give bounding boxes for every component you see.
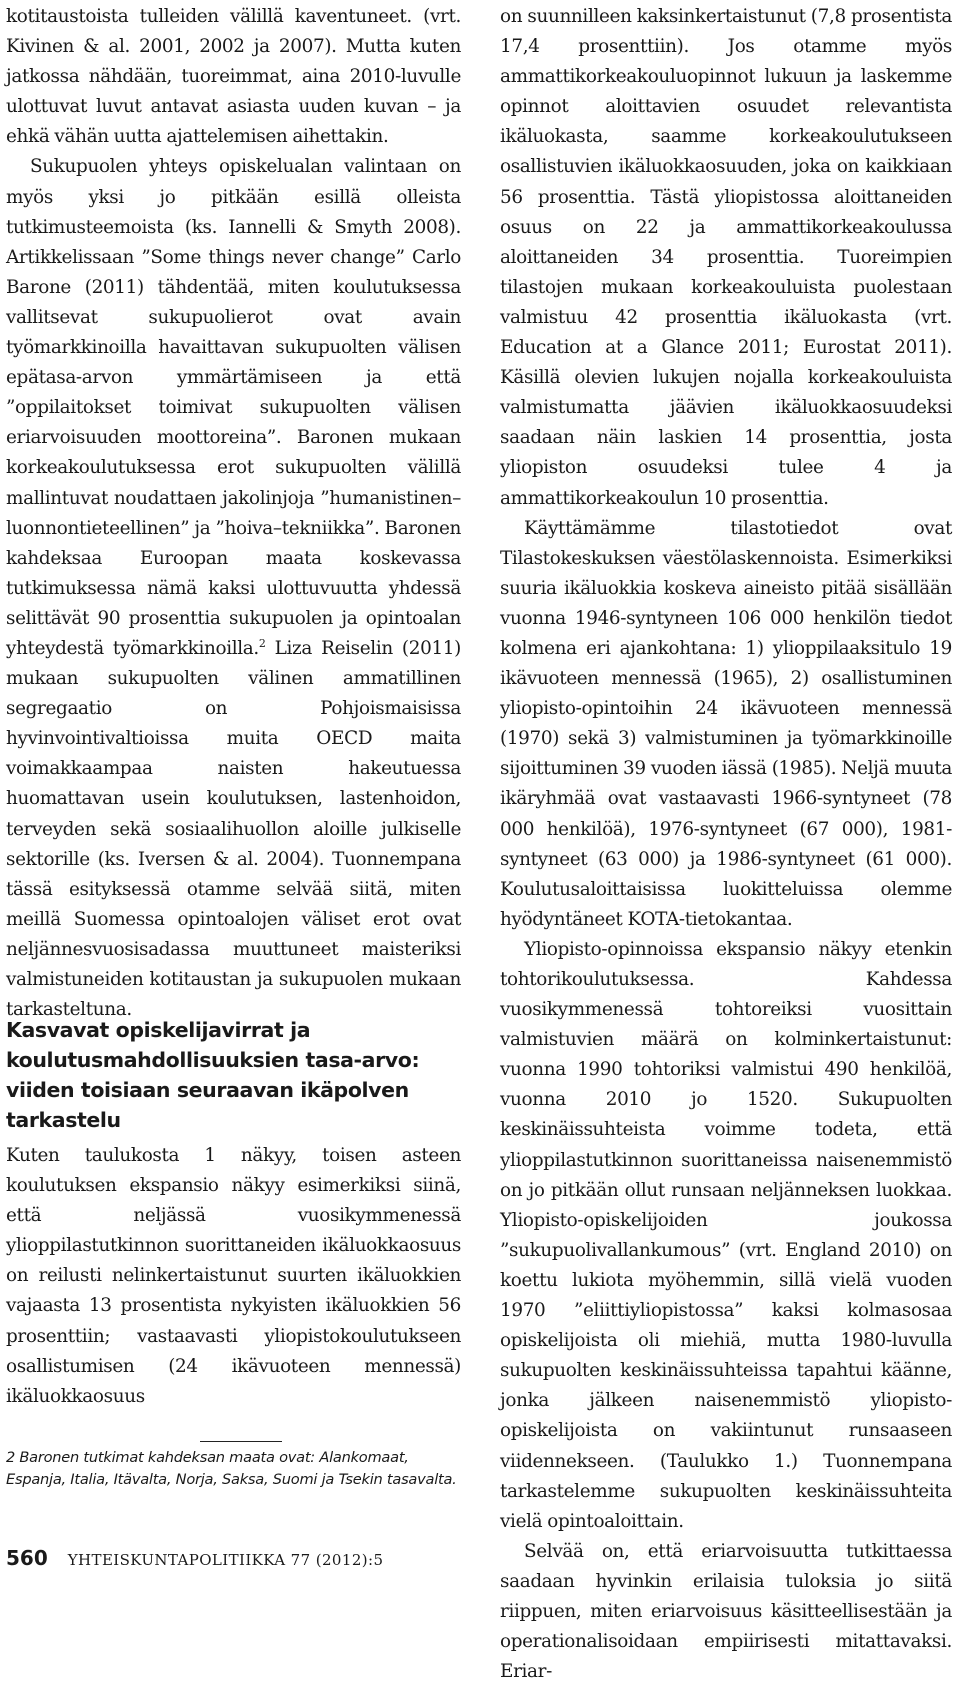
paragraph-intro-continuation: kotitaustoista tulleiden välillä kaventuneet. (vrt. Kivinen & al. 2001, 2002 ja 2007). Mutta kuten jatkossa nähdään, tuoreimmat, aina 2010-luvulle ulottuvat luvut antavat asiasta uuden kuvan – ja ehkä vähän uutta ajattelemisen aihettakin. [6,6,461,148]
paragraph-participation-rates: on suunnilleen kaksinkertaistunut (7,8 prosentista 17,4 prosenttiin). Jos otamme myös ammattikorkeakouluopinnot lukuun ja laskemme opinnot aloittavien osuudet relevantista ikäluokasta, saamme korkeakoulutukseen osallistuvien ikäluokkaosuuden, joka on kaikkiaan 56 prosenttia. Tästä yliopistossa aloittaneiden osuus on 22 ja ammattikorkeakoulussa aloittaneiden 34 prosenttia. Tuoreimpien tilastojen mukaan korkeakouluista puolestaan valmistuu 42 prosenttia ikäluokasta (vrt. Education at a Glance 2011; Eurostat 2011). Käsillä olevien lukujen nojalla korkeakouluista valmistumatta jäävien ikäluokkaosuudeksi saadaan näin laskien 14 prosenttia, josta yliopiston osuudeksi tulee 4 ja ammattikorkeakoulun 10 prosenttia. [500,6,952,509]
footnote-marker[interactable]: 2 [258,636,266,650]
paragraph-gender-part-1: Sukupuolen yhteys opiskelualan valintaan on myös yksi jo pitkään esillä olleista tutkimusteemoista (ks. Iannelli & Smyth 2008). Artikkelissaan ”Some things never change” Carlo Barone (2011) tähdentää, miten koulutuksessa vallitsevat sukupuolierot ovat avain työmarkkinoilla havaittavan sukupuolten välisen epätasa-arvon ymmärtämiseen ja että ”oppilaitokset toimivat sukupuolten välisen eriarvoisuuden moottoreina”. Baronen mukaan korkeakoulutuksessa erot sukupuolten välillä mallintuvat noudattaen jakolinjoja ”humanistinen–luonnontieteellinen” ja ”hoiva–tekniikka”. Baronen kahdeksaa Euroopan maata koskevassa tutkimuksessa nämä kaksi ulottuvuutta yhdessä selittävät 90 prosenttia sukupuolen ja opintoalan yhteydestä työmarkkinoilla. [6,156,461,659]
paragraph-section-opening: Kuten taulukosta 1 näkyy, toisen asteen koulutuksen ekspansio näkyy esimerkiksi siinä, että neljässä vuosikymmenessä ylioppilastutkinnon suorittaneiden ikäluokkaosuus on reilusti nelinkertaistunut suurten ikäluokkien vajaasta 13 prosentista nykyisten ikäluokkien 56 prosenttiin; vastaavasti yliopistokoulutukseen osallistumisen (24 ikävuoteen mennessä) ikäluokkaosuus [6,1145,461,1407]
paragraph-statistics-sources: Käyttämämme tilastotiedot ovat Tilastokeskuksen väestölaskennoista. Esimerkiksi suuria ikäluokkia koskeva aineisto pitää sisällään vuonna 1946-syntyneen 106 000 henkilön tiedot kolmena eri ajankohtana: 1) ylioppilaaksitulo 19 ikävuoteen mennessä (1965), 2) osallistuminen yliopisto-opintoihin 24 ikävuoteen mennessä (1970) sekä 3) valmistuminen ja työmarkkinoille sijoittuminen 39 vuoden iässä (1985). Neljä muuta ikäryhmää ovat vastaavasti 1966-syntyneet (78 000 henkilöä), 1976-syntyneet (67 000), 1981-syntyneet (63 000) ja 1986-syntyneet (61 000). Koulutusaloittaisissa luokitteluissa olemme hyödyntäneet KOTA-tietokantaa. [500,517,952,930]
page-footer [6,1546,383,1576]
section-heading: Kasvavat opiskelijavirrat ja koulutusmahdollisuuksien tasa-arvo: viiden toisiaan seuraavan ikäpolven tarkastelu [6,1018,420,1132]
paragraph-gender-field-choice [6,152,461,1025]
footnote-text: 2 Baronen tutkimat kahdeksan maata ovat: Alankomaat, Espanja, Italia, Itävalta, Norja, Saksa, Suomi ja Tsekin tasavalta. [6,1449,457,1488]
left-column [6,2,461,1025]
paragraph-inequality-measurement: Selvää on, että eriarvoisuutta tutkittaessa saadaan hyvinkin erilaisia tuloksia jo siitä riippuen, miten eriarvoisuus käsitteellisestään ja operationalisoidaan empiirisesti mitattavaksi. Eriar- [500,1540,952,1683]
paragraph-doctoral-expansion: Yliopisto-opinnoissa ekspansio näkyy etenkin tohtorikoulutuksessa. Kahdessa vuosikymmenessä tohtoreiksi vuosittain valmistuvien määrä on kolminkertaistunut: vuonna 1990 tohtoriksi valmistui 490 henkilöä, vuonna 2010 jo 1520. Sukupuolten keskinäissuhteista voimme todeta, että ylioppilastutkinnon suorittaneissa naisenemmistö on jo pitkään ollut runsaan neljänneksen luokkaa. Yliopisto-opiskelijoiden joukossa ”sukupuolivallankumous” (vrt. England 2010) on koettu lukiota myöhemmin, sillä vielä vuoden 1970 ”eliittiyliopistossa” kaksi kolmasosaa opiskelijoista oli miehiä, mutta 1980-luvulla sukupuolten keskinäissuhteissa tapahtui käänne, jonka jälkeen naisenemmistö yliopisto-opiskelijoista on vakiintunut runsaaseen viidennekseen. (Taulukko 1.) Tuonnempana tarkastelemme sukupuolten keskinäissuhteita vielä opintoaloittain. [500,938,952,1532]
paragraph-gender-part-2: Liza Reiselin (2011) mukaan sukupuolten välinen ammatillinen segregaatio on Pohjoismaisissa hyvinvointivaltioissa muita OECD maita voimakkaampaa naisten hakeutuessa huomattavan usein koulutuksen, lastenhoidon, terveyden sekä sosiaalihuollon aloille julkiselle sektorille (ks. Iversen & al. 2004). Tuonnempana tässä esityksessä otamme selvää siitä, miten meillä Suomessa opintoalojen väliset erot ovat neljännesvuosisadassa muuttuneet maisteriksi valmistuneiden kotitaustan ja sukupuolen mukaan tarkasteltuna. [6,637,461,1021]
page-number: 560 [6,1546,48,1570]
right-column [500,2,952,1687]
footnote-divider [200,1441,282,1442]
journal-name: YHTEISKUNTAPOLITIIKKA 77 (2012):5 [67,1551,384,1569]
